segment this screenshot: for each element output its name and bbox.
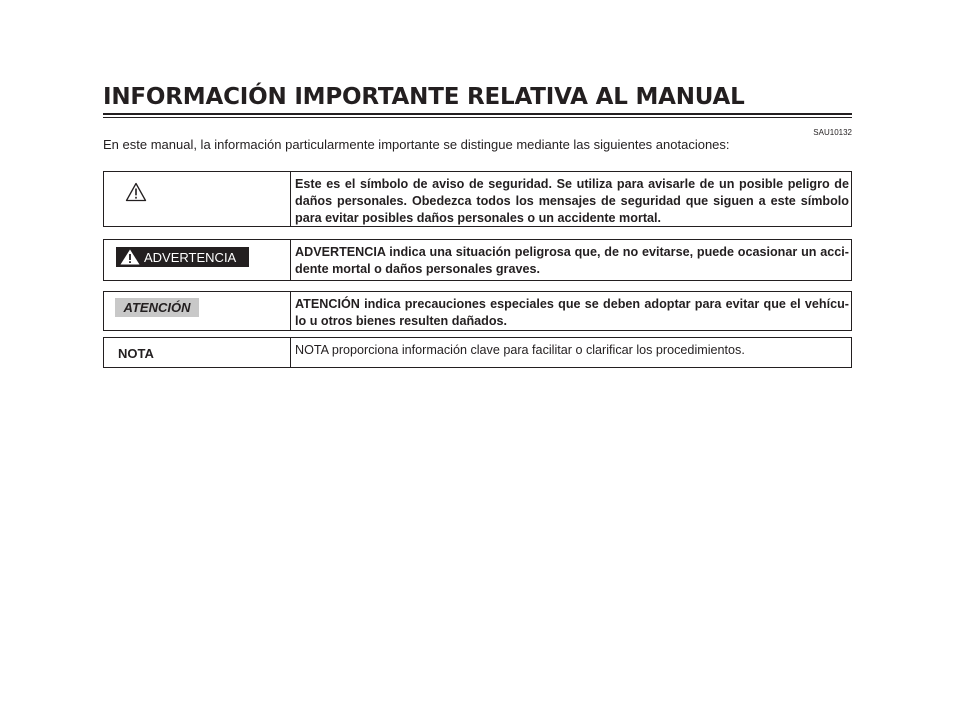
page-title: INFORMACIÓN IMPORTANTE RELATIVA AL MANUAL [103,84,745,110]
warning-triangle-icon [120,249,140,265]
notice-caution [103,291,852,331]
intro-text: En este manual, la información particularmente importante se distingue mediante las siguientes anotaciones: [103,137,730,152]
notice-description: NOTA proporciona información clave para facilitar o clarificar los procedimientos. [295,343,745,357]
notice-symbol-cell [104,338,291,367]
title-rule-thick [103,113,852,115]
note-label: NOTA [118,346,154,361]
notice-description: ATENCIÓN indica precauciones especiales que se deben adoptar para evitar que el vehícu-lo u otros bienes resulten dañados. [295,297,849,328]
notice-note [103,337,852,368]
warning-badge [116,247,249,267]
title-rule-thin [103,117,852,118]
notice-symbol-cell [104,240,291,280]
notice-description: ADVERTENCIA indica una situación peligrosa que, de no evitarse, puede ocasionar un acci-dente mortal o daños personales graves. [295,245,849,276]
caution-badge [115,298,199,317]
notice-symbol-cell [104,172,291,226]
notice-symbol-cell [104,292,291,330]
notice-safety-symbol [103,171,852,227]
warning-label: ADVERTENCIA [144,249,237,265]
reference-code: SAU10132 [813,128,852,137]
notice-description: Este es el símbolo de aviso de seguridad. Se utiliza para avisarle de un posible peligro de daños personales. Obedezca todos los mensajes de seguridad que siguen a este símbolo para evitar posibles daños personales o un accidente mortal. [295,177,849,225]
notice-warning [103,239,852,281]
caution-label: ATENCIÓN [123,300,191,315]
safety-alert-triangle-icon [125,182,147,202]
